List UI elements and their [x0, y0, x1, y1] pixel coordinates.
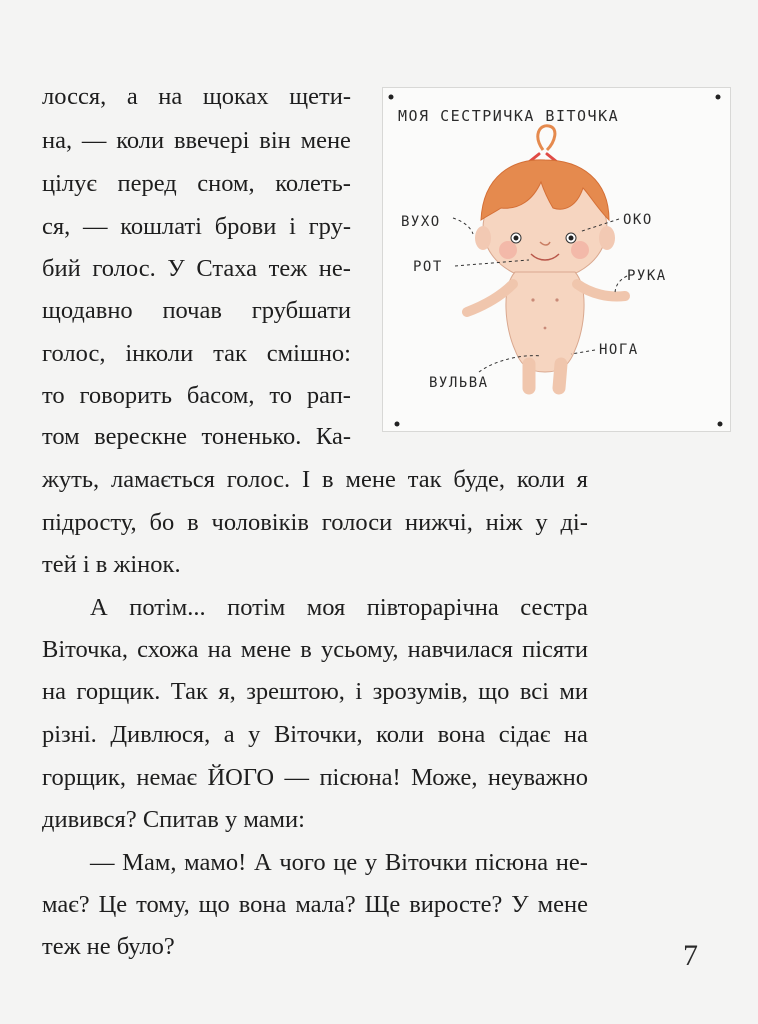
word: сідає: [498, 721, 551, 748]
text-line: [42, 126, 351, 156]
word: не-: [555, 849, 588, 876]
ear: [599, 226, 615, 250]
word: Віточка,: [42, 636, 129, 663]
text-line: тей і в жінок.: [42, 551, 181, 578]
word: вона: [437, 721, 486, 748]
word: теж: [268, 255, 308, 282]
word: тому,: [136, 891, 190, 918]
word: усьому,: [320, 636, 399, 663]
word: Так: [170, 678, 208, 705]
word: колеть-: [275, 170, 351, 197]
word: смішно:: [266, 340, 351, 367]
word: так: [213, 340, 247, 367]
word: верескне: [94, 423, 187, 450]
word: Може,: [411, 764, 478, 791]
word: щоках: [202, 83, 269, 110]
word: у: [535, 509, 548, 536]
word: інколи: [125, 340, 194, 367]
word: Ка-: [315, 423, 351, 450]
word: я: [576, 466, 588, 493]
word: бо: [149, 509, 175, 536]
word: на,: [42, 127, 73, 154]
eye: [514, 236, 519, 241]
word: Мам,: [122, 849, 177, 876]
word: голос,: [42, 340, 106, 367]
word: горщик,: [42, 764, 126, 791]
ear: [475, 226, 491, 250]
word: то: [42, 382, 65, 409]
word: підросту,: [42, 509, 137, 536]
word: —: [90, 849, 115, 876]
word: то: [269, 382, 293, 409]
dialogue-line: [42, 848, 588, 878]
word: не-: [318, 255, 351, 282]
word: мене: [240, 636, 292, 663]
corner-dot: [395, 422, 400, 427]
page-number: 7: [683, 939, 698, 972]
word: потім: [227, 594, 286, 621]
word: тоненько.: [201, 423, 302, 450]
word: на: [158, 83, 183, 110]
word: рап-: [306, 382, 351, 409]
illustration-card: [382, 87, 731, 432]
word: моя: [306, 594, 346, 621]
label-arm: РУКА: [627, 268, 667, 284]
word: коли: [376, 721, 425, 748]
word: у: [248, 721, 261, 748]
word: він: [259, 127, 291, 154]
word: а: [223, 721, 235, 748]
text-line: [42, 381, 351, 411]
word: У: [511, 891, 529, 918]
body-detail: [544, 327, 547, 330]
text-line: [42, 296, 351, 326]
word: зрештою,: [246, 678, 345, 705]
word: ді-: [560, 509, 588, 536]
word: голос.: [92, 255, 156, 282]
word: почав: [162, 297, 222, 324]
word: зрозумів,: [372, 678, 468, 705]
word: Віточки: [384, 849, 468, 876]
word: навчилася: [407, 636, 513, 663]
word: я,: [218, 678, 236, 705]
word: ввечері: [173, 127, 250, 154]
word: лосся,: [42, 83, 107, 110]
word: в: [300, 636, 312, 663]
word: виросте?: [409, 891, 503, 918]
word: а: [126, 83, 138, 110]
word: —: [81, 127, 107, 154]
label-mouth: РОТ: [413, 259, 443, 275]
word: горщик.: [76, 678, 161, 705]
word: ніж: [485, 509, 523, 536]
word: коли: [516, 466, 565, 493]
word: бий: [42, 255, 81, 282]
label-ear: ВУХО: [401, 214, 441, 230]
word: грубшати: [251, 297, 351, 324]
word: —: [83, 213, 108, 240]
word: у: [364, 849, 378, 876]
word: потім...: [129, 594, 206, 621]
word: має?: [42, 891, 90, 918]
word: півторарічна: [366, 594, 499, 621]
word: чого: [279, 849, 326, 876]
word: сестра: [520, 594, 588, 621]
word: всі: [519, 678, 549, 705]
word: Віточки,: [273, 721, 363, 748]
text-line: [42, 890, 588, 920]
word: гру-: [308, 213, 351, 240]
corner-dot: [389, 95, 394, 100]
text-line: [42, 339, 351, 369]
word: на: [42, 678, 66, 705]
word: ЙОГО: [207, 764, 275, 791]
word: Дивлюся,: [110, 721, 211, 748]
label-leg: НОГА: [599, 342, 639, 358]
word: —: [284, 764, 310, 791]
word: пісяти: [522, 636, 588, 663]
word: говорить: [79, 382, 173, 409]
word: кошлаті: [120, 213, 202, 240]
word: щети-: [289, 83, 351, 110]
text-line: [42, 254, 351, 284]
text-line: [42, 677, 588, 707]
text-line: [42, 635, 588, 665]
word: ми: [559, 678, 588, 705]
word: на: [563, 721, 588, 748]
word: Ще: [364, 891, 401, 918]
body-detail: [555, 298, 558, 301]
word: неуважно: [487, 764, 588, 791]
corner-dot: [716, 95, 721, 100]
word: У: [167, 255, 185, 282]
word: що: [478, 678, 510, 705]
eye: [569, 236, 574, 241]
cheek: [499, 241, 517, 259]
text-line: [42, 763, 588, 793]
label-eye: ОКО: [623, 212, 653, 228]
word: і: [289, 213, 296, 240]
word: Стаха: [196, 255, 258, 282]
word: перед: [117, 170, 177, 197]
word: в: [187, 509, 199, 536]
hair-tuft: [538, 126, 555, 150]
word: А: [253, 849, 272, 876]
word: том: [42, 423, 80, 450]
torso: [506, 272, 584, 372]
word: брови: [214, 213, 277, 240]
word: мала?: [295, 891, 356, 918]
corner-dot: [718, 422, 723, 427]
word: ся,: [42, 213, 71, 240]
word: пісюна!: [319, 764, 401, 791]
word: нижчі,: [405, 509, 473, 536]
word: немає: [136, 764, 198, 791]
body-detail: [531, 298, 534, 301]
word: голос.: [226, 466, 291, 493]
word: і: [355, 678, 363, 705]
word: різні.: [42, 721, 97, 748]
text-line: дивився? Спитав у мами:: [42, 806, 305, 833]
cheek: [571, 241, 589, 259]
word: цілує: [42, 170, 97, 197]
word: ламається: [111, 466, 215, 493]
text-line: [42, 508, 588, 538]
word: схожа: [137, 636, 199, 663]
word: буде,: [453, 466, 506, 493]
word: мамо!: [184, 849, 247, 876]
word: сном,: [197, 170, 255, 197]
word: голоси: [321, 509, 393, 536]
pointer-ear: [453, 218, 473, 234]
word: А: [90, 594, 108, 621]
word: щодавно: [42, 297, 133, 324]
text-line: [42, 422, 351, 452]
word: це: [333, 849, 358, 876]
text-line: [42, 720, 588, 750]
word: басом,: [186, 382, 255, 409]
text-line: [42, 465, 588, 495]
arm: [577, 284, 625, 297]
word: мене: [537, 891, 588, 918]
word: Це: [98, 891, 128, 918]
word: вона: [238, 891, 287, 918]
word: жуть,: [42, 466, 100, 493]
text-line: [42, 82, 351, 112]
text-line: [42, 169, 351, 199]
illustration-caption: МОЯ СЕСТРИЧКА ВІТОЧКА: [398, 107, 620, 125]
word: І: [302, 466, 311, 493]
word: мене: [300, 127, 351, 154]
leg: [559, 364, 561, 388]
word: так: [407, 466, 442, 493]
word: на: [207, 636, 232, 663]
girl-illustration: [383, 88, 732, 433]
text-line: теж не було?: [42, 933, 175, 960]
label-vulva: ВУЛЬВА: [429, 375, 489, 391]
word: що: [198, 891, 230, 918]
text-line: [42, 212, 351, 242]
paragraph-start-line: [42, 593, 588, 623]
word: пісюна: [475, 849, 549, 876]
word: чоловіків: [211, 509, 309, 536]
word: мене: [345, 466, 396, 493]
word: коли: [116, 127, 165, 154]
word: в: [322, 466, 334, 493]
